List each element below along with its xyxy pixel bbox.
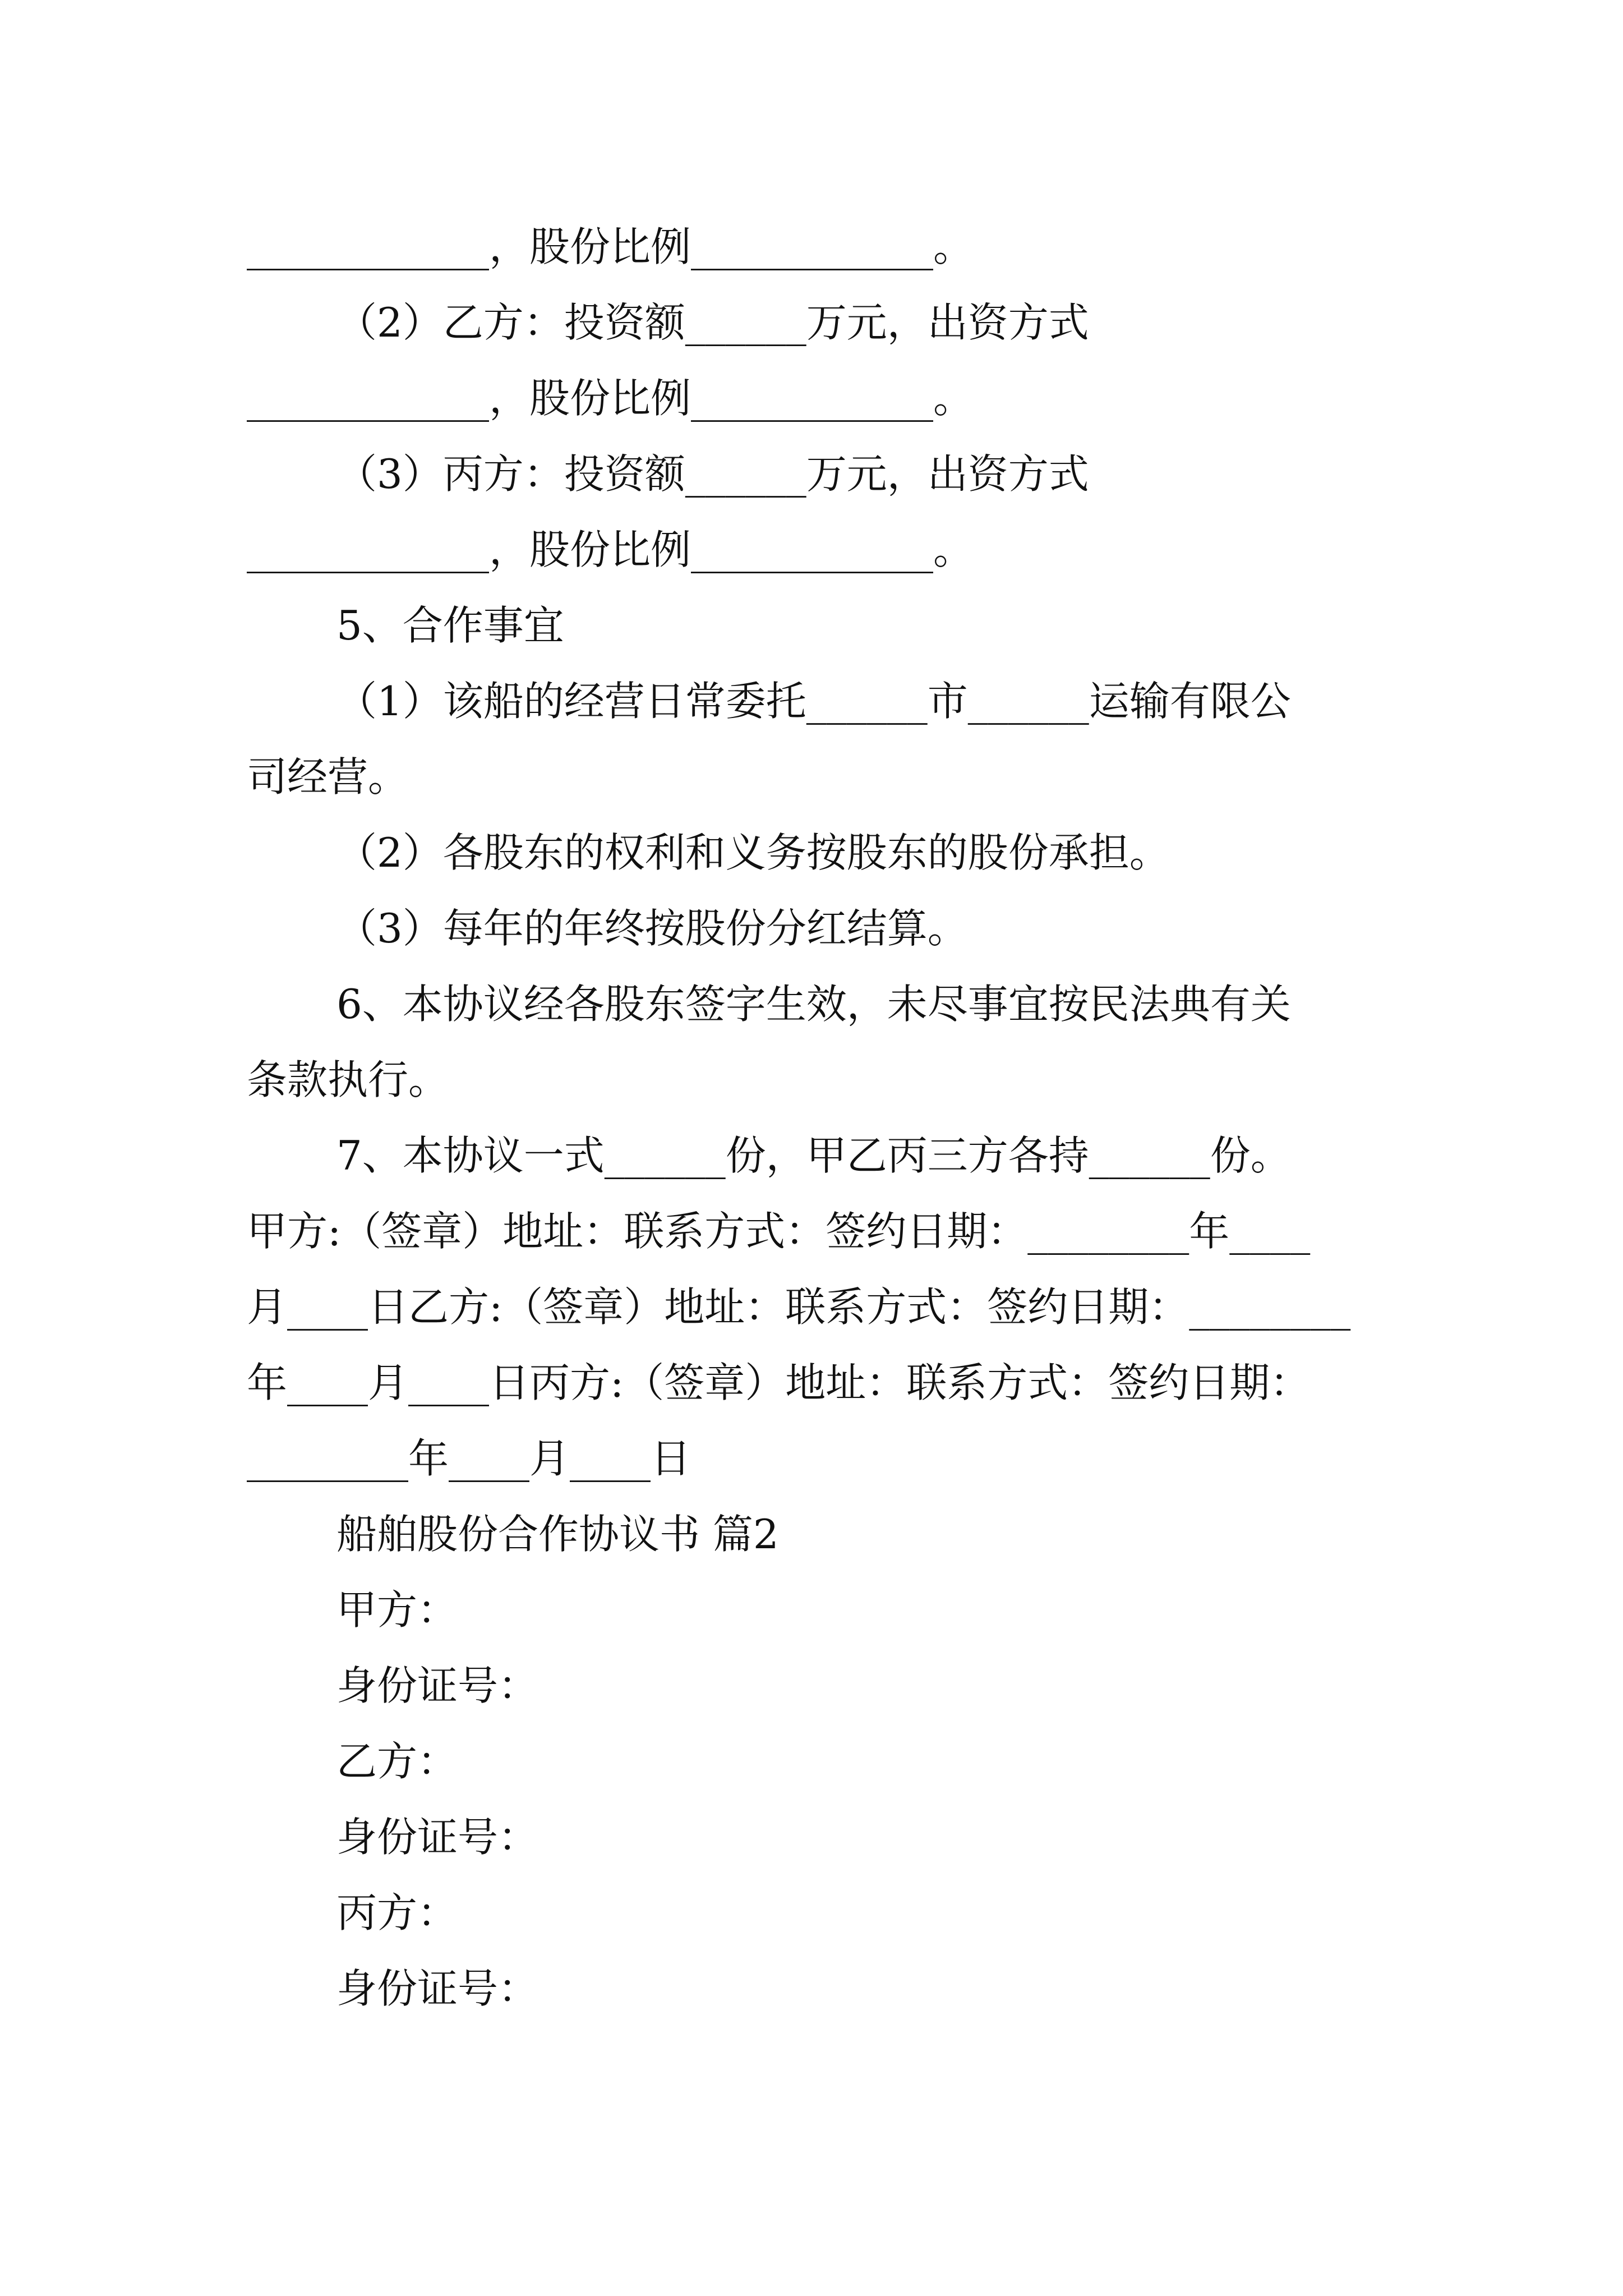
- text-line: 条款执行。: [247, 1056, 449, 1103]
- text-line: （2）各股东的权利和义务按股东的股份承担。: [336, 829, 1170, 876]
- text-line: ____________，股份比例____________。: [247, 223, 974, 270]
- text-line: 7、本协议一式______份，甲乙丙三方各持______份。: [336, 1132, 1291, 1179]
- signature-line: 甲方:（签章）地址：联系方式：签约日期：________年____: [247, 1208, 1311, 1255]
- id-label: 身份证号：: [336, 1965, 539, 2012]
- text-line: 6、本协议经各股东签字生效，未尽事宜按民法典有关: [336, 981, 1291, 1028]
- text-line: ____________，股份比例____________。: [247, 375, 974, 422]
- party-label: 甲方：: [336, 1586, 458, 1634]
- party-label: 乙方：: [336, 1738, 458, 1785]
- text-line: ____________，股份比例____________。: [247, 526, 974, 573]
- id-label: 身份证号：: [336, 1662, 539, 1709]
- text-line: （3）每年的年终按股份分红结算。: [336, 905, 968, 952]
- text-line: （1）该船的经营日常委托______市______运输有限公: [336, 678, 1291, 725]
- signature-line: ________年____月____日: [247, 1435, 691, 1482]
- text-line: （2）乙方：投资额______万元，出资方式: [336, 299, 1089, 346]
- text-line: 司经营。: [247, 753, 409, 800]
- signature-line: 月____日乙方:（签章）地址：联系方式：签约日期：________: [247, 1283, 1351, 1331]
- signature-line: 年____月____日丙方:（签章）地址：联系方式：签约日期：: [247, 1359, 1311, 1406]
- document-title: 船舶股份合作协议书 篇2: [336, 1511, 779, 1558]
- text-line: （3）丙方：投资额______万元，出资方式: [336, 450, 1089, 498]
- section-heading: 5、合作事宜: [336, 602, 564, 649]
- party-label: 丙方：: [336, 1889, 458, 1936]
- id-label: 身份证号：: [336, 1814, 539, 1861]
